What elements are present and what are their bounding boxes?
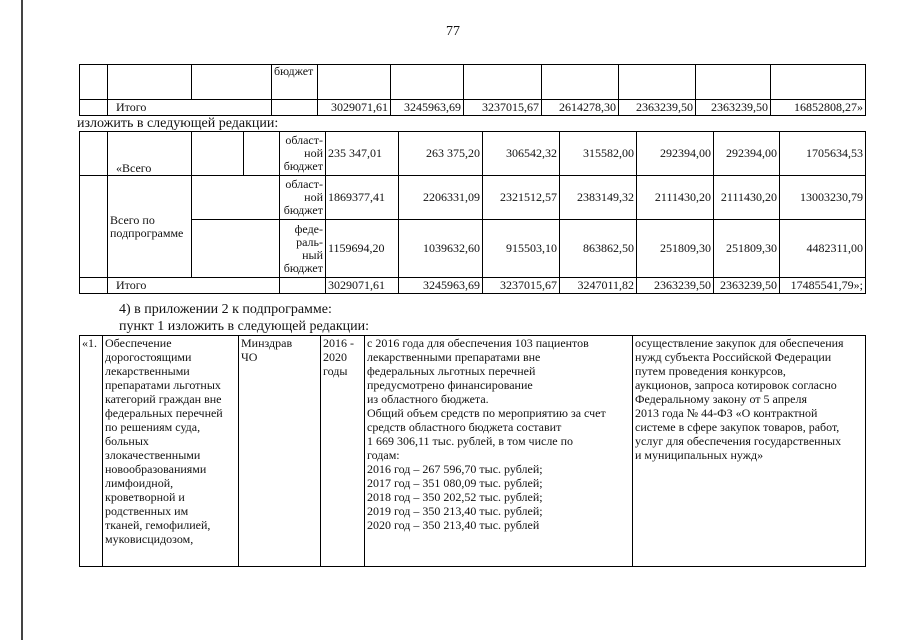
value-cell: 13003230,79 <box>780 176 866 220</box>
value-cell: 4482311,00 <box>780 220 866 278</box>
value-cell: 292394,00 <box>714 132 780 176</box>
total-value: 16852808,27» <box>771 100 866 116</box>
table-new-edition <box>79 131 866 294</box>
scan-edge <box>21 0 23 640</box>
value-cell: 306542,32 <box>483 132 560 176</box>
executor: Минздрав ЧО <box>239 336 321 567</box>
value-cell: 2206331,09 <box>399 176 483 220</box>
value-cell: 2111430,20 <box>637 176 714 220</box>
edit-instruction: изложить в следующей редакции: <box>77 116 279 131</box>
value-cell: 1869377,41 <box>326 176 399 220</box>
total-value: 3237015,67 <box>483 278 560 294</box>
value-cell: 2321512,57 <box>483 176 560 220</box>
table-previous-tail <box>79 64 866 116</box>
total-value: 3029071,61 <box>318 100 391 116</box>
row-total-label: «Всего <box>108 132 192 176</box>
source-regional: област- ной бюджет <box>280 132 326 176</box>
value-cell: 315582,00 <box>560 132 637 176</box>
page-number: 77 <box>446 24 460 39</box>
value-cell: 2383149,32 <box>560 176 637 220</box>
total-value: 2363239,50 <box>696 100 771 116</box>
value-cell: 863862,50 <box>560 220 637 278</box>
total-value: 3029071,61 <box>326 278 399 294</box>
item-4-heading: 4) в приложении 2 к подпрограмме: <box>119 302 332 317</box>
measure-name: Обеспечение дорогостоящими лекарственными препаратами льготных категорий граждан вне федеральных перечней по решениям суда, больных злокачественными новообразованиями лимфоидной, кроветворной и родственных им тканей, гемофилией, муковисцидозом, <box>103 336 239 567</box>
total-label: Итого <box>108 278 280 294</box>
value-cell: 292394,00 <box>637 132 714 176</box>
total-value: 3245963,69 <box>399 278 483 294</box>
expected-result: осуществление закупок для обеспечения нужд субъекта Российской Федерации путем проведения конкурсов, аукционов, запроса котировок согласно Федеральному закону от 5 апреля 2013 года № 44-ФЗ «О контрактной системе в сфере закупок товаров, работ, услуг для обеспечения государственных и муниципальных нужд» <box>633 336 866 567</box>
total-value: 2363239,50 <box>714 278 780 294</box>
total-value: 2614278,30 <box>542 100 619 116</box>
point-1-instruction: пункт 1 изложить в следующей редакции: <box>119 319 369 334</box>
total-value: 17485541,79»; <box>780 278 866 294</box>
source-federal: феде- раль- ный бюджет <box>280 220 326 278</box>
value-cell: 2111430,20 <box>714 176 780 220</box>
value-cell: 263 375,20 <box>399 132 483 176</box>
total-value: 3245963,69 <box>391 100 464 116</box>
item-number: «1. <box>80 336 103 567</box>
value-cell: 251809,30 <box>637 220 714 278</box>
value-cell: 1705634,53 <box>780 132 866 176</box>
value-cell: 235 347,01 <box>326 132 399 176</box>
value-cell: 915503,10 <box>483 220 560 278</box>
value-cell: 1039632,60 <box>399 220 483 278</box>
table-appendix-point-1 <box>79 335 866 567</box>
total-label: Итого <box>108 100 272 116</box>
total-value: 3237015,67 <box>464 100 542 116</box>
total-value: 2363239,50 <box>637 278 714 294</box>
source-regional: област- ной бюджет <box>280 176 326 220</box>
period: 2016 - 2020 годы <box>321 336 365 567</box>
value-cell: 251809,30 <box>714 220 780 278</box>
measure-description: с 2016 года для обеспечения 103 пациентов лекарственными препаратами вне федеральных льготных перечней предусмотрено финансирование из областного бюджета. Общий объем средств по мероприятию за счет средств областного бюджета составит 1 669 306,11 тыс. рублей, в том числе по годам: 2016 год – 267 596,70 тыс. рублей; 2017 год – 351 080,09 тыс. рублей; 2018 год – 350 202,52 тыс. рублей; 2019 год – 350 213,40 тыс. рублей; 2020 год – 350 213,40 тыс. рублей <box>365 336 633 567</box>
total-value: 2363239,50 <box>619 100 696 116</box>
row-subprogram-label: Всего по подпрограмме <box>108 176 192 278</box>
value-cell: 1159694,20 <box>326 220 399 278</box>
source-label: бюджет <box>272 65 318 100</box>
total-value: 3247011,82 <box>560 278 637 294</box>
